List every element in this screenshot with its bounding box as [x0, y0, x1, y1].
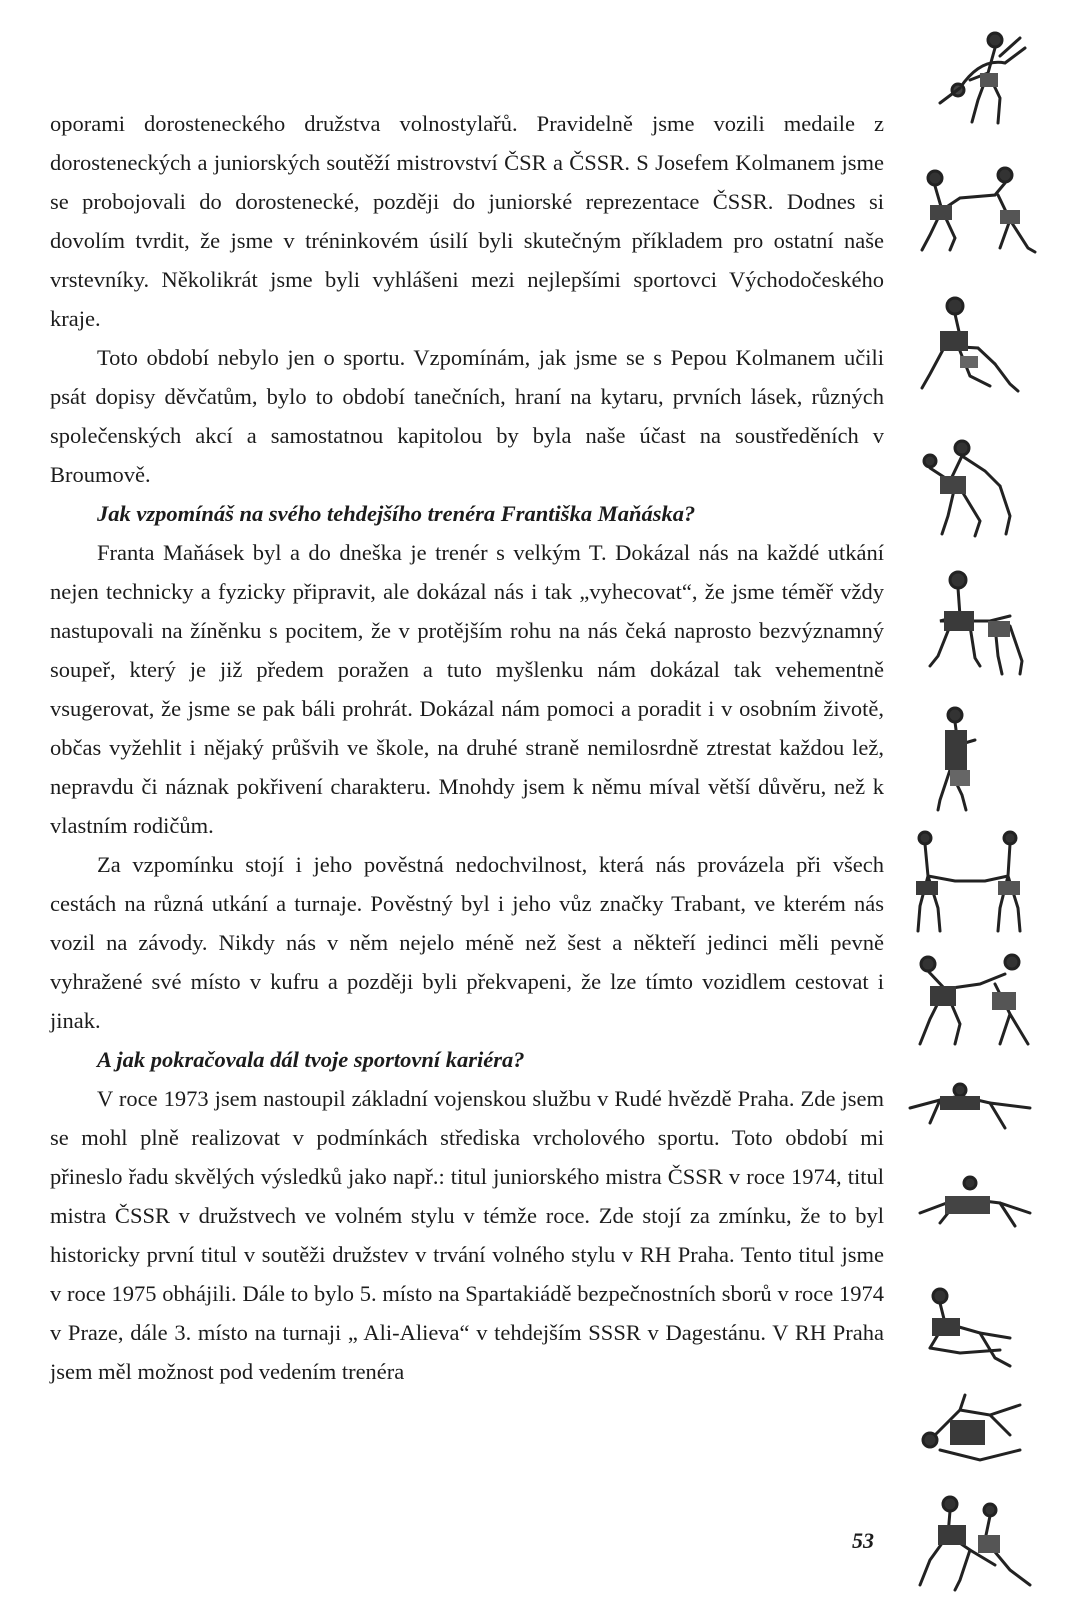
- paragraph-3: Franta Maňásek byl a do dneška je trenér s velkým T. Dokázal nás na každé utkání nejen technicky a fyzicky připravit, ale dokázal nás i tak „vyhecovat“, že jsme téměř vždy nastupovali na žíněnku s pocitem, že v protějším rohu na nás čeká naprosto bezvýznamný soupeř, který je již předem poražen a tuto myšlenku nám dokázal tak vehementně vsugerovat, že jsme se pak báli prohrát. Dokázal nám pomoci a poradit i v osobním životě, občas vyžehlit i nějaký průšvih ve škole, na druhé straně nemilosrdně ztrestat každou lež, nepravdu či náznak pokřivení charakteru. Mnohdy jsem k němu míval větší důvěru, než k vlastním rodičům.: [50, 540, 884, 838]
- article-text: [50, 104, 884, 1391]
- wrestlers-throw-figure: [900, 426, 1050, 541]
- wrestlers-handshake-figure: [900, 826, 1050, 941]
- page-number: 53: [852, 1528, 874, 1553]
- interview-question-1: Jak vzpomínáš na svého tehdejšího trenéra Františka Maňáska?: [97, 501, 696, 526]
- wrestlers-pin-figure: [900, 1278, 1050, 1378]
- wrestlers-hold-figure: [900, 700, 1050, 815]
- wrestlers-standing-figure: [900, 566, 1050, 681]
- wrestlers-ground-figure: [900, 1168, 1050, 1238]
- wrestlers-roll-figure: [900, 1390, 1050, 1480]
- wrestling-figures-strip: [900, 0, 1073, 1600]
- paragraph-1: oporami dorosteneckého družstva volnostylařů. Pravidelně jsme vozili medaile z dorosteneckých a juniorských soutěží mistrovství ČSR a ČSSR. S Josefem Kolmanem jsme se probojovali do dorostenecké, později do juniorské reprezentace ČSSR. Dodnes si dovolím tvrdit, že jsme v tréninkovém úsilí byli skutečným příkladem pro ostatní naše vrstevníky. Několikrát jsme byli vyhlášeni mezi nejlepšími sportovci Východočeského kraje.: [50, 111, 884, 331]
- wrestlers-dive-figure: [900, 1078, 1050, 1138]
- wrestlers-crouch-figure: [900, 944, 1050, 1059]
- wrestlers-clinch-figure: [900, 286, 1050, 401]
- paragraph-4: Za vzpomínku stojí i jeho pověstná nedochvilnost, která nás provázela při všech cestách na různá utkání a turnaje. Pověstný byl i jeho vůz značky Trabant, ve kterém nás vozil na závody. Nikdy nás v něm nejelo méně než šest a někteří jedinci měli pevně vyhražené své místo v kufru a později byli překvapeni, že lze tímto vozidlem cestovat i jinak.: [50, 852, 884, 1033]
- wrestlers-grapple-figure: [900, 150, 1050, 260]
- paragraph-2: Toto období nebylo jen o sportu. Vzpomínám, jak jsme se s Pepou Kolmanem učili psát dopisy děvčatům, bylo to období tanečních, hraní na kytaru, prvních lásek, různých společenských akcí a samostatnou kapitolou by byla naše účast na soustředěních v Broumově.: [50, 345, 884, 487]
- wrestlers-bridge-figure: [900, 1490, 1050, 1595]
- paragraph-5: V roce 1973 jsem nastoupil základní vojenskou službu v Rudé hvězdě Praha. Zde jsem se mohl plně realizovat v podmínkách střediska vrcholového sportu. Toto období mi přineslo řadu skvělých výsledků jako např.: titul juniorského mistra ČSSR v roce 1974, titul mistra ČSSR v družstvech ve volném stylu v témže roce. Zde stojí za zmínku, že to byl historicky první titul v soutěži družstev v trvání volného stylu v RH Praha. Tento titul jsme v roce 1975 obhájili. Dále to bylo 5. místo na Spartakiádě bezpečnostních sborů v roce 1974 v Praze, dále 3. místo na turnaji „ Ali-Alieva“ v tehdejším SSSR v Dagestánu. V RH Praha jsem měl možnost pod vedením trenéra: [50, 1086, 884, 1384]
- interview-question-2: A jak pokračovala dál tvoje sportovní kariéra?: [97, 1047, 525, 1072]
- wrestlers-lift-figure: [900, 18, 1050, 133]
